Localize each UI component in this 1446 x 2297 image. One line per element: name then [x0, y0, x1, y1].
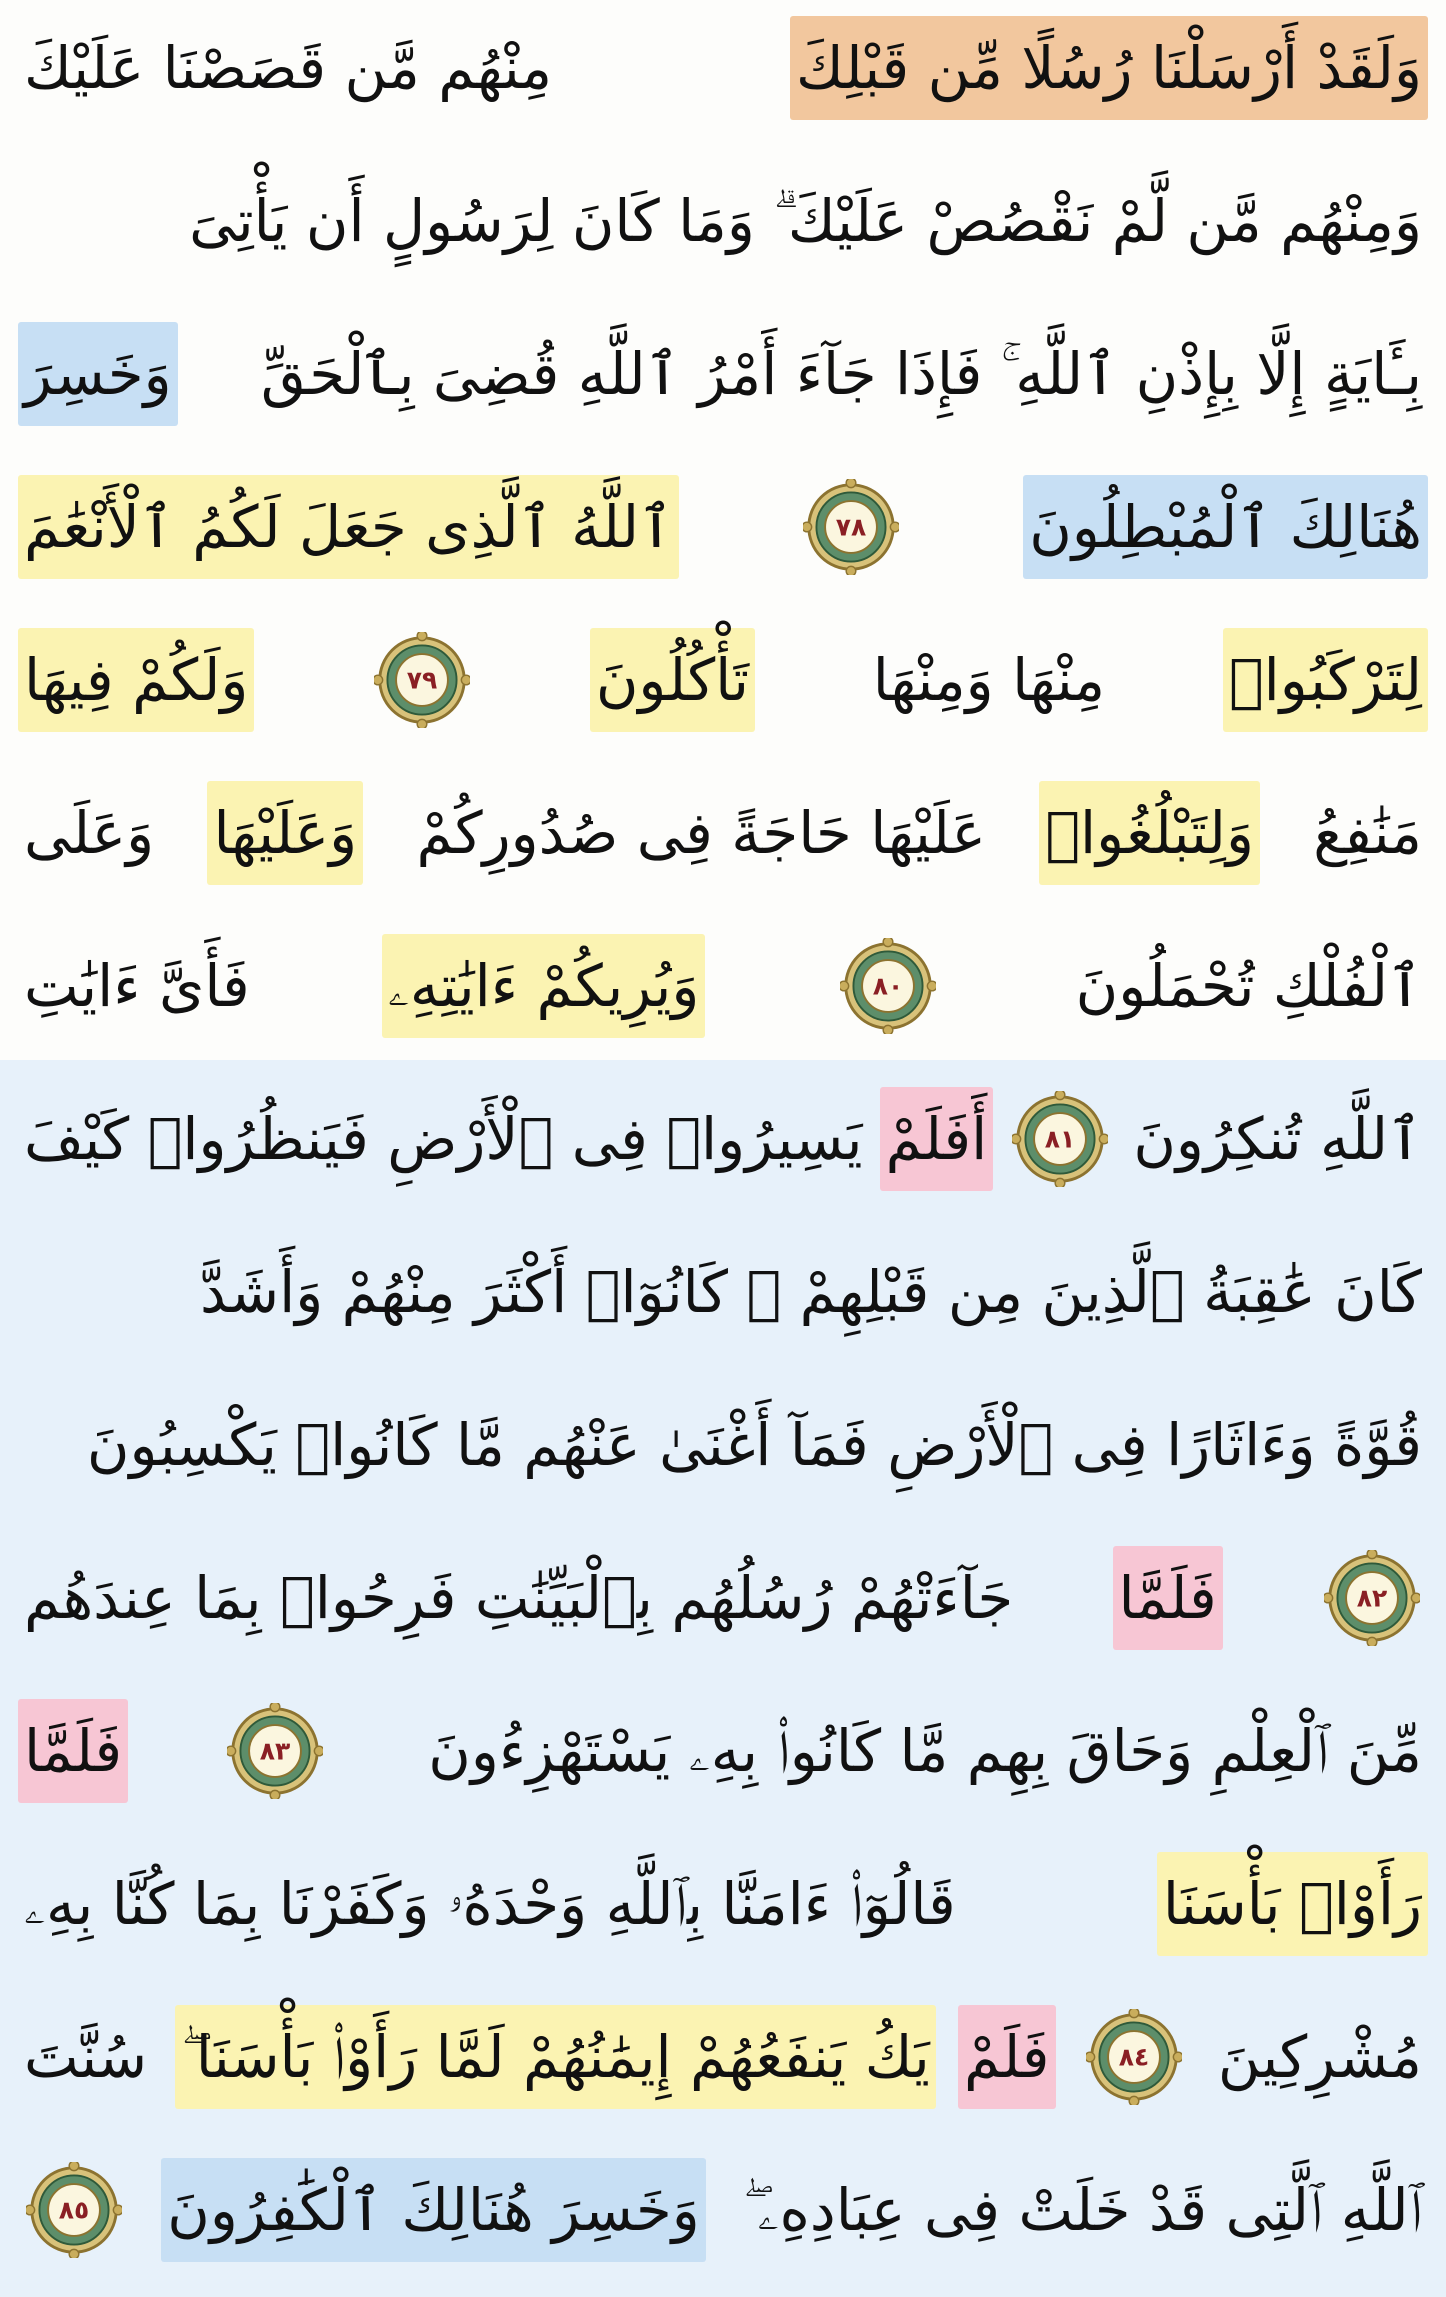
line-1	[18, 2, 1428, 130]
highlighted-phrase: وَخَسِرَ هُنَالِكَ ٱلْكَٰفِرُونَ	[161, 2158, 705, 2262]
line-10	[18, 1379, 1428, 1507]
verse-end-marker	[26, 2162, 122, 2258]
verse-text: يَسِيرُوا۟ فِى ٱلْأَرْضِ فَيَنظُرُوا۟ كَيْفَ	[24, 1105, 863, 1173]
verse-end-marker	[374, 632, 470, 728]
verse-text: وَمِنْهُم مَّن لَّمْ نَقْصُصْ عَلَيْكَ ۗ وَمَا كَانَ لِرَسُولٍ أَن يَأْتِىَ	[189, 187, 1422, 255]
line-15	[18, 2144, 1428, 2272]
highlighted-phrase: يَكُ يَنفَعُهُمْ إِيمَٰنُهُمْ لَمَّا رَأَوْا۟ بَأْسَنَا ۖ	[175, 2005, 936, 2109]
verse-end-marker	[1012, 1091, 1108, 1187]
highlighted-phrase: وَعَلَيْهَا	[207, 781, 363, 885]
highlighted-phrase: فَلَمَّا	[18, 1699, 128, 1803]
line-3	[18, 308, 1428, 436]
verse-number: ٨٤	[1118, 2042, 1149, 2072]
line-12	[18, 1685, 1428, 1813]
highlighted-phrase: فَلَمَّا	[1113, 1546, 1223, 1650]
highlighted-phrase: ٱللَّهُ ٱلَّذِى جَعَلَ لَكُمُ ٱلْأَنْعَٰمَ	[18, 475, 679, 579]
line-4	[18, 461, 1428, 589]
verse-text: كَانَ عَٰقِبَةُ ٱلَّذِينَ مِن قَبْلِهِمْ ۚ كَانُوٓا۟ أَكْثَرَ مِنْهُمْ وَأَشَدَّ	[200, 1258, 1422, 1326]
line-13	[18, 1838, 1428, 1966]
line-8	[18, 1073, 1428, 1201]
verse-number: ٨٠	[872, 971, 903, 1001]
line-9	[18, 1226, 1428, 1354]
verse-text: قُوَّةً وَءَاثَارًا فِى ٱلْأَرْضِ فَمَآ أَغْنَىٰ عَنْهُم مَّا كَانُوا۟ يَكْسِبُونَ	[86, 1411, 1422, 1479]
verse-end-marker	[1324, 1550, 1420, 1646]
line-14	[18, 1991, 1428, 2119]
line-2	[18, 155, 1428, 283]
verse-number: ٧٨	[835, 512, 867, 542]
highlighted-phrase: رَأَوْا۟ بَأْسَنَا	[1157, 1852, 1428, 1956]
verse-end-marker	[840, 938, 936, 1034]
verse-text: مِّنَ ٱلْعِلْمِ وَحَاقَ بِهِم مَّا كَانُوا۟ بِهِۦ يَسْتَهْزِءُونَ	[428, 1717, 1422, 1785]
highlighted-phrase: وَلِتَبْلُغُوا۟	[1039, 781, 1260, 885]
verse-text: وَعَلَى	[24, 799, 155, 867]
verse-end-marker	[803, 479, 899, 575]
verse-text: عَلَيْهَا حَاجَةً فِى صُدُورِكُمْ	[416, 799, 986, 867]
verse-text: ٱللَّهِ تُنكِرُونَ	[1133, 1105, 1422, 1173]
highlighted-phrase: لِتَرْكَبُوا۟	[1223, 628, 1428, 732]
verse-text: بِـَٔايَةٍ إِلَّا بِإِذْنِ ٱللَّهِ ۚ فَإِذَا جَآءَ أَمْرُ ٱللَّهِ قُضِىَ بِٱلْحَقِّ	[260, 340, 1422, 408]
highlighted-phrase: أَفَلَمْ	[880, 1087, 994, 1191]
verse-text: ٱلْفُلْكِ تُحْمَلُونَ	[1075, 952, 1422, 1020]
verse-text: ٱللَّهِ ٱلَّتِى قَدْ خَلَتْ فِى عِبَادِهِۦ ۖ	[742, 2176, 1422, 2244]
highlighted-phrase: فَلَمْ	[958, 2005, 1056, 2109]
highlighted-phrase: تَأْكُلُونَ	[590, 628, 755, 732]
verse-number: ٨٣	[259, 1736, 291, 1766]
verse-text: فَأَىَّ ءَايَٰتِ	[24, 952, 250, 1020]
verse-text: جَآءَتْهُمْ رُسُلُهُم بِٱلْبَيِّنَٰتِ فَرِحُوا۟ بِمَا عِندَهُم	[24, 1564, 1014, 1632]
verse-end-marker	[227, 1703, 323, 1799]
verse-number: ٧٩	[406, 665, 438, 695]
highlighted-phrase: وَخَسِرَ	[18, 322, 178, 426]
verse-end-marker	[1086, 2009, 1182, 2105]
highlighted-phrase: وَلَكُمْ فِيهَا	[18, 628, 254, 732]
verse-text: قَالُوٓا۟ ءَامَنَّا بِٱللَّهِ وَحْدَهُۥ وَكَفَرْنَا بِمَا كُنَّا بِهِۦ	[24, 1870, 956, 1938]
line-6	[18, 767, 1428, 895]
highlighted-phrase: وَيُرِيكُمْ ءَايَٰتِهِۦ	[382, 934, 706, 1038]
highlighted-phrase: هُنَالِكَ ٱلْمُبْطِلُونَ	[1023, 475, 1428, 579]
verse-text: مَنَٰفِعُ	[1313, 799, 1422, 867]
verse-text: سُنَّتَ	[24, 2023, 148, 2091]
verse-number: ٨١	[1045, 1124, 1076, 1154]
verse-number: ٨٢	[1356, 1583, 1388, 1613]
line-11	[18, 1532, 1428, 1660]
verse-text: مِنْهُم مَّن قَصَصْنَا عَلَيْكَ	[24, 34, 553, 102]
verse-text: مُشْرِكِينَ	[1217, 2023, 1422, 2091]
highlighted-phrase: وَلَقَدْ أَرْسَلْنَا رُسُلًا مِّن قَبْلِكَ	[790, 16, 1428, 120]
line-5	[18, 614, 1428, 742]
verse-text: مِنْهَا وَمِنْهَا	[872, 646, 1106, 714]
verse-number: ٨٥	[58, 2195, 90, 2225]
line-7	[18, 920, 1428, 1048]
